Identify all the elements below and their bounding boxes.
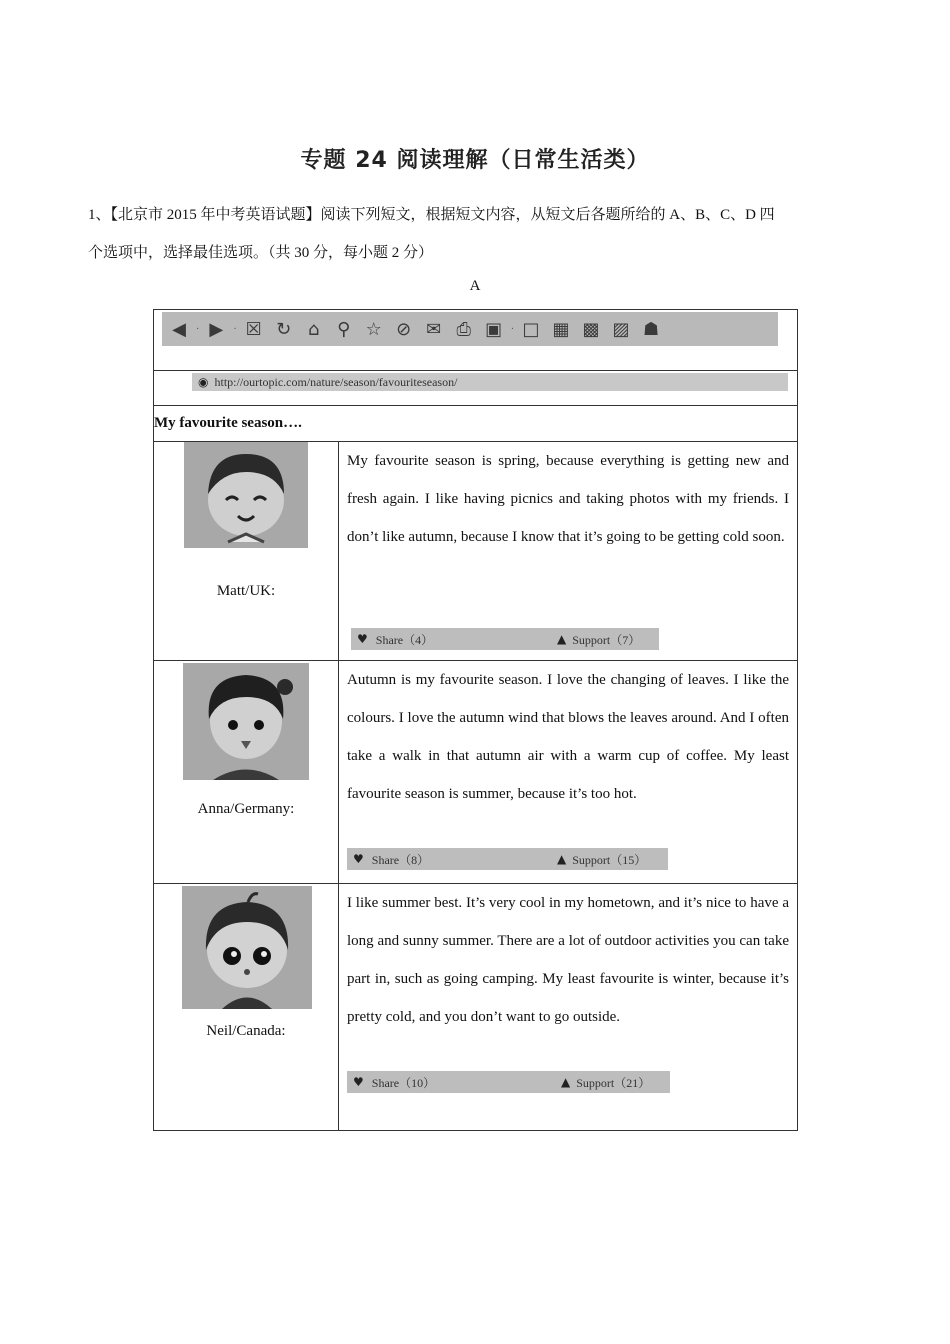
url-text: http://ourtopic.com/nature/season/favouriteseason/ [214,375,458,389]
webpage-table [153,309,798,1131]
address-bar[interactable] [192,373,788,391]
post-actions [351,628,659,650]
support-button[interactable]: ▲ Support（15） [557,852,647,867]
thumbs-up-icon: ▲ [557,632,567,646]
search-icon[interactable]: ⚲ [337,318,351,340]
post-content [339,661,798,884]
forward-icon[interactable]: ▶ [209,318,224,340]
section-label: A [469,278,481,294]
toolbar-strip: ◀ · ▶ · ☒ ↻ ⌂ ⚲ ☆ ⊘ ✉ ⎙ ▣ · □ ▦ ▩ ▨ ☗ [162,312,778,346]
post-text: My favourite season is spring, because everything is getting new and fresh again. I like having picnics and taking photos with my friends. I don’t like autumn, because I know that it’s going to be getting cold soon. [347,453,789,545]
heart-icon: ♥ [353,852,364,866]
share-button[interactable]: ♥ Share（8） [353,852,430,867]
question-intro-line2: 个选项中，选择最佳选项。（共 30 分，每小题 2 分） [88,245,434,261]
thumbs-up-icon: ▲ [561,1075,571,1089]
author-cell [154,442,339,661]
post-actions [347,1071,670,1093]
author-name: Matt/UK: [216,583,276,599]
tools-icon[interactable]: ▩ [582,318,600,340]
avatar [182,886,312,1009]
page-icon[interactable]: □ [522,318,540,340]
author-name: Neil/Canada: [206,1023,286,1039]
mail-icon[interactable]: ✉ [426,318,442,340]
support-button[interactable]: ▲ Support（7） [557,632,641,647]
author-name: Anna/Germany: [197,801,295,817]
bluetooth-icon[interactable]: ▨ [612,318,630,340]
post-content [339,884,798,1131]
history-icon[interactable]: ⊘ [396,318,412,340]
refresh-icon[interactable]: ↻ [276,318,292,340]
avatar [183,663,309,780]
post-text: Autumn is my favourite season. I love the changing of leaves. I like the colours. I love the autumn wind that blows the leaves around. And I often take a walk in that autumn air with a warm cup of coffee. My least favourite season is summer, because it’s too hot. [347,672,789,802]
avatar [184,442,308,548]
page-icon: ◉ [198,375,209,389]
messenger-icon[interactable]: ▦ [552,318,570,340]
home-icon[interactable]: ⌂ [307,318,320,340]
users-icon[interactable]: ☗ [642,318,660,340]
support-button[interactable]: ▲ Support（21） [561,1075,651,1090]
post-content [339,442,798,661]
post-heading: My favourite season…. [154,406,798,442]
heart-icon: ♥ [357,632,368,646]
author-cell [154,884,339,1131]
heart-icon: ♥ [353,1075,364,1089]
author-cell [154,661,339,884]
post-text: I like summer best. It’s very cool in my hometown, and it’s nice to have a long and sunny summer. There are a lot of outdoor activities you can take part in, such as going camping. My least favourite is winter, because it’s pretty cold, and you don’t want to go outside. [347,895,789,1025]
print-icon[interactable]: ⎙ [456,318,471,340]
share-button[interactable]: ♥ Share（4） [357,632,434,647]
page-title: 专题 24 阅读理解（日常生活类） [300,148,650,173]
edit-icon[interactable]: ▣ [485,318,503,340]
favorites-icon[interactable]: ☆ [365,318,382,340]
browser-toolbar [154,310,798,371]
thumbs-up-icon: ▲ [557,852,567,866]
share-button[interactable]: ♥ Share（10） [353,1075,436,1090]
back-icon[interactable]: ◀ [172,318,186,340]
post-actions [347,848,668,870]
question-intro-line1: 1、【北京市 2015 年中考英语试题】阅读下列短文，根据短文内容，从短文后各题所给的 A、B、C、D 四 [88,207,775,223]
address-row [154,371,798,406]
stop-icon[interactable]: ☒ [245,318,262,340]
